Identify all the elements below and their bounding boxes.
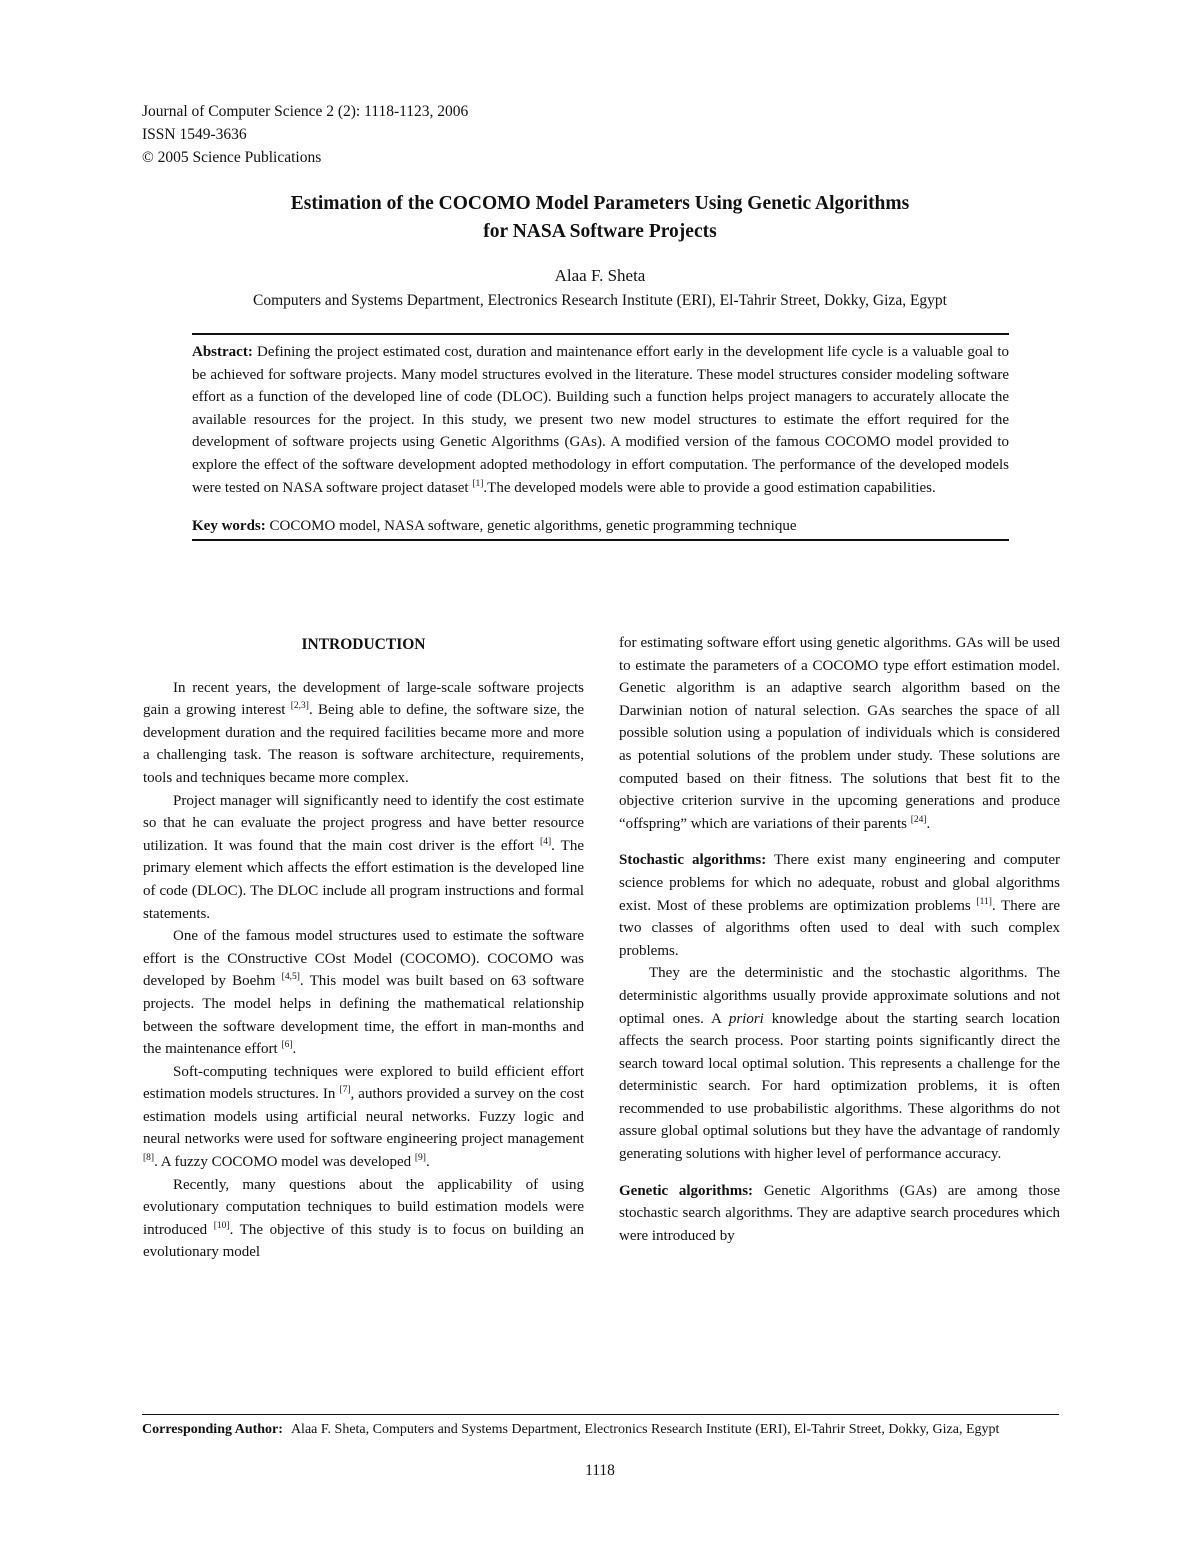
paragraph-text: Soft-computing techniques were explored to build efficient effort estimation models structures. In bbox=[143, 1063, 584, 1103]
paragraph-text: They are the deterministic and the stochastic algorithms. The deterministic algorithms usually provide approximate solutions and not optimal ones. A bbox=[619, 965, 1060, 1027]
page-number: 1118 bbox=[585, 1462, 615, 1479]
paragraph-stochastic-algorithms bbox=[619, 849, 1060, 962]
author-affiliation: Computers and Systems Department, Electronics Research Institute (ERI), El-Tahrir Street, Dokky, Giza, Egypt bbox=[253, 292, 947, 309]
paragraph bbox=[619, 632, 1060, 835]
citation-ref: [6] bbox=[281, 1040, 293, 1051]
corresponding-author-footnote bbox=[142, 1420, 1019, 1439]
paragraph bbox=[143, 790, 584, 926]
abstract-label: Abstract: bbox=[192, 344, 253, 360]
paragraph-text: . Being able to define, the software size, the development duration and the required facilities became more and more a challenging task. The reason is software architecture, requirements, tools and techniques became more complex. bbox=[143, 702, 584, 786]
paragraph bbox=[143, 677, 584, 790]
journal-header bbox=[142, 100, 468, 169]
journal-citation: Journal of Computer Science 2 (2): 1118-1123, 2006 bbox=[142, 103, 469, 120]
keywords-label: Key words: bbox=[192, 518, 266, 535]
abstract-bottom-rule bbox=[192, 539, 1009, 541]
paragraph-text: Genetic Algorithms (GAs) are among those stochastic search algorithms. They are adaptive search procedures which were introduced by bbox=[619, 1182, 1060, 1244]
paragraph-text: . The primary element which affects the effort estimation is the developed line of code (DLOC). The DLOC include all program instructions and formal statements. bbox=[143, 837, 584, 922]
paragraph-text: knowledge about the starting search location affects the search process. Poor starting points significantly direct the search toward local optimal solution. This represents a challenge for the deterministic search. For hard optimization problems, it is often recommended to use probabilistic algorithms. These algorithms do not assure global optimal solutions but they have the advantage of randomly generating solutions with higher level of performance accuracy. bbox=[619, 1010, 1061, 1163]
citation-ref: [4,5] bbox=[281, 972, 300, 983]
paragraph-text: . There are two classes of algorithms often used to deal with such complex problems. bbox=[619, 897, 1060, 959]
paragraph-text: . A fuzzy COCOMO model was developed bbox=[154, 1154, 412, 1171]
paragraph-genetic-algorithms bbox=[619, 1180, 1060, 1248]
paragraph bbox=[619, 962, 1060, 1165]
citation-ref: [4] bbox=[540, 836, 552, 847]
citation-ref: [24] bbox=[910, 814, 927, 825]
abstract-top-rule bbox=[192, 333, 1009, 335]
abstract-text-end: .The developed models were able to provide a good estimation capabilities. bbox=[483, 479, 936, 496]
abstract-text: Defining the project estimated cost, duration and maintenance effort early in the development life cycle is a valuable goal to be achieved for software projects. Many model structures evolved in the literature. These model structures consider modeling software effort as a function of the developed line of code (DLOC). Building such a function helps project managers to accurately allocate the available resources for the project. In this study, we present two new model structures to estimate the effort required for the development of software projects using Genetic Algorithms (GAs). A modified version of the famous COCOMO model provided to explore the effect of the software development adopted methodology in effort computation. The performance of the developed models were tested on NASA software project dataset bbox=[192, 344, 1010, 496]
spacer bbox=[619, 1166, 1060, 1180]
author-name: Alaa F. Sheta bbox=[554, 266, 646, 285]
citation-ref: [7] bbox=[339, 1085, 351, 1096]
paper-title bbox=[100, 190, 1100, 246]
copyright: © 2005 Science Publications bbox=[142, 149, 322, 166]
paragraph bbox=[143, 1061, 584, 1174]
right-column bbox=[619, 632, 1060, 1247]
footnote-text: Alaa F. Sheta, Computers and Systems Department, Electronics Research Institute (ERI), El-Tahrir Street, Dokky, Giza, Egypt bbox=[290, 1422, 1000, 1437]
citation-ref: [11] bbox=[976, 896, 992, 907]
paragraph-text: One of the famous model structures used to estimate the software effort is the COnstructive COst Model (COCOMO). COCOMO was developed by Boehm bbox=[143, 928, 584, 990]
keywords bbox=[192, 515, 1009, 539]
citation-ref: [1] bbox=[472, 478, 484, 489]
abstract-box bbox=[192, 333, 1009, 541]
footnote-label: Corresponding Author: bbox=[142, 1422, 283, 1437]
abstract bbox=[192, 341, 1009, 499]
citation-ref: [2,3] bbox=[290, 701, 309, 712]
subheading-stochastic-algorithms: Stochastic algorithms: bbox=[619, 852, 767, 869]
citation-ref: [8] bbox=[143, 1153, 155, 1164]
spacer bbox=[619, 835, 1060, 849]
footnote-rule bbox=[142, 1414, 1059, 1415]
paragraph bbox=[143, 925, 584, 1061]
paragraph-text: . This model was built based on 63 software projects. The model helps in defining the mathematical relationship between the software development time, the effort in man-months and the maintenance effort bbox=[143, 973, 584, 1058]
paragraph-text: , authors provided a survey on the cost estimation models using artificial neural networks. Fuzzy logic and neural networks were used for software engineering project management bbox=[143, 1086, 584, 1148]
paragraph-text: In recent years, the development of large-scale software projects gain a growing interest bbox=[143, 679, 584, 719]
paragraph-text: . bbox=[292, 1041, 297, 1058]
paragraph-text: . bbox=[425, 1154, 430, 1171]
title-line-2: for NASA Software Projects bbox=[483, 221, 717, 242]
issn: ISSN 1549-3636 bbox=[142, 126, 247, 143]
paragraph bbox=[143, 1174, 584, 1264]
left-column bbox=[143, 632, 584, 1264]
citation-ref: [10] bbox=[213, 1220, 230, 1231]
paragraph-text: Recently, many questions about the applicability of using evolutionary computation techniques to build estimation models were introduced bbox=[143, 1176, 584, 1238]
paragraph-text: . The objective of this study is to focus on building an evolutionary model bbox=[143, 1221, 584, 1261]
citation-ref: [9] bbox=[414, 1153, 426, 1164]
paragraph-text: for estimating software effort using genetic algorithms. GAs will be used to estimate the parameters of a COCOMO type effort estimation model. Genetic algorithm is an adaptive search algorithm based on the Darwinian notion of natural selection. GAs searches the space of all possible solution using a population of individuals which is considered as potential solutions of the problem under study. These solutions are computed based on their fitness. The solutions that best fit to the objective criterion survive in the upcoming generations and produce “offspring” which are variations of their parents bbox=[619, 635, 1060, 832]
subheading-genetic-algorithms: Genetic algorithms: bbox=[619, 1182, 754, 1199]
paragraph-text: . bbox=[926, 815, 931, 832]
paragraph-text: Project manager will significantly need to identify the cost estimate so that he can evaluate the project progress and have better resource utilization. It was found that the main cost driver is the effort bbox=[143, 792, 584, 854]
title-line-1: Estimation of the COCOMO Model Parameters Using Genetic Algorithms bbox=[290, 193, 910, 214]
paragraph-text: There exist many engineering and computer science problems for which no adequate, robust and global algorithms exist. Most of these problems are optimization problems bbox=[619, 852, 1060, 914]
italic-term: priori bbox=[728, 1010, 764, 1027]
keywords-text: COCOMO model, NASA software, genetic algorithms, genetic programming technique bbox=[269, 518, 797, 535]
section-heading-introduction: INTRODUCTION bbox=[301, 636, 426, 653]
